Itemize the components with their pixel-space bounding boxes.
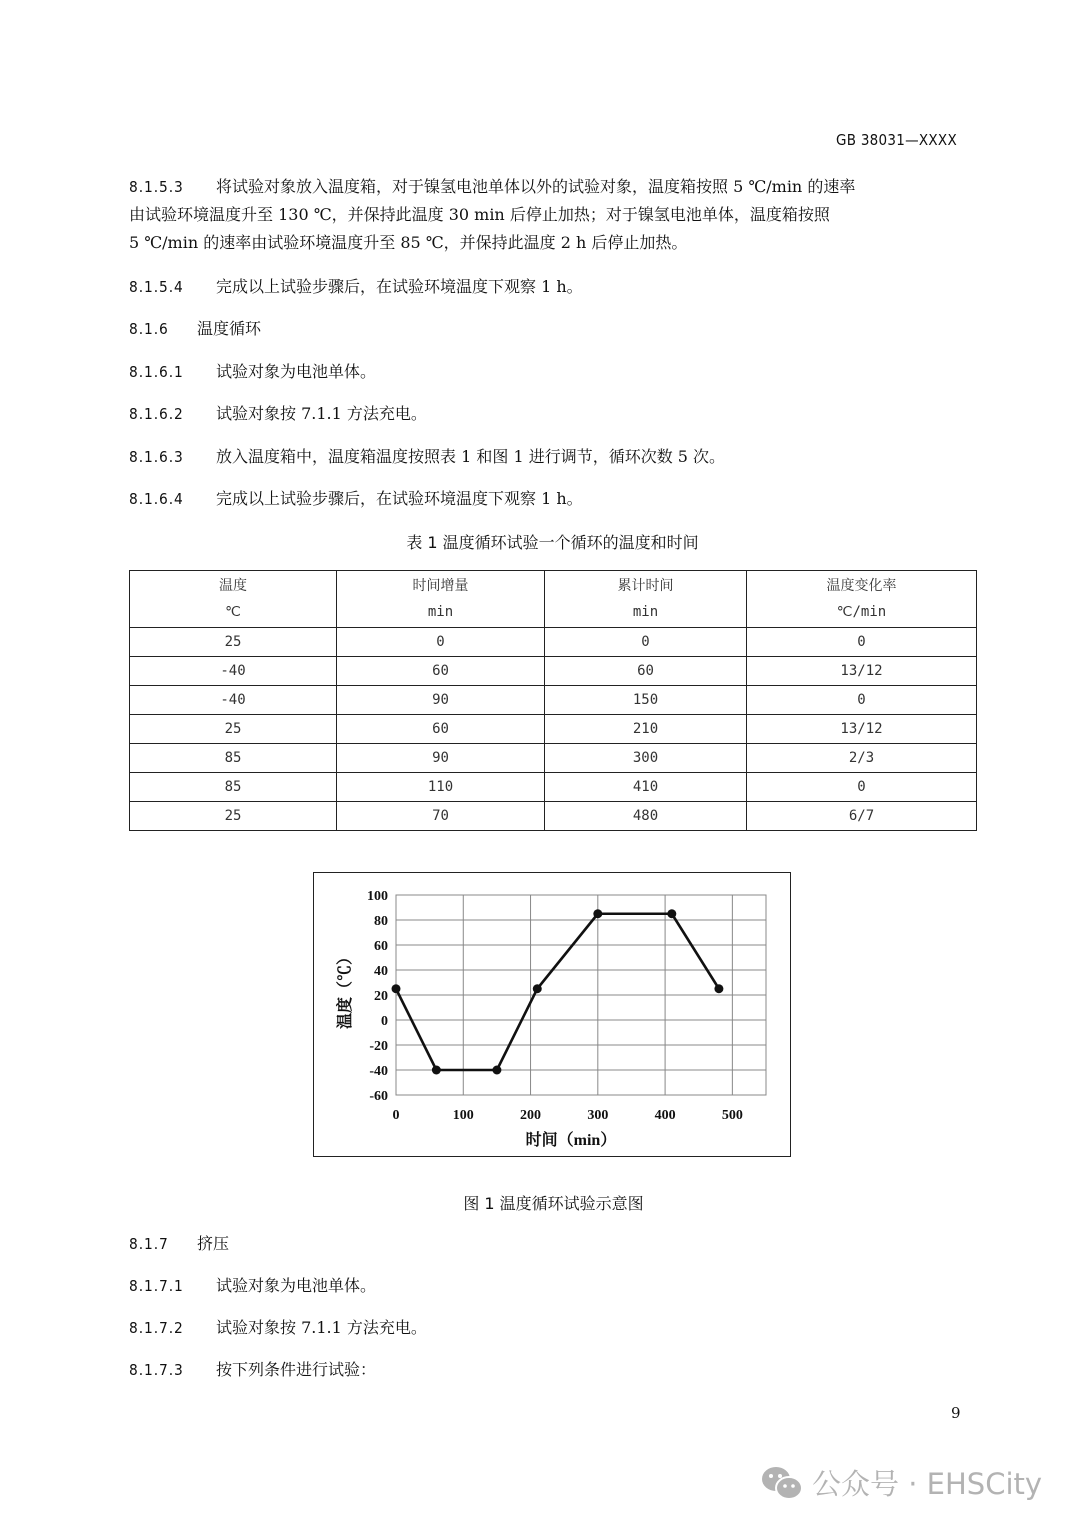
data-point [667, 909, 676, 918]
table-cell: 60 [337, 715, 545, 744]
header-cumulative-time: 累计时间 min [545, 571, 747, 628]
data-point [392, 984, 401, 993]
table-row [130, 802, 977, 831]
table-cell: -40 [130, 657, 337, 686]
section-title: 温度循环 [197, 319, 262, 338]
x-tick-label: 100 [452, 1108, 474, 1123]
x-tick-label: 300 [587, 1108, 609, 1123]
header-time-increment: 时间增量 min [337, 571, 545, 628]
clause-8-1-5-4 [129, 273, 583, 301]
section-number: 8.1.6 [129, 320, 169, 338]
y-tick-label: -20 [369, 1039, 388, 1054]
table-cell: 0 [747, 686, 977, 715]
header-temperature: 温度 ℃ [130, 571, 337, 628]
y-tick-label: -60 [369, 1089, 388, 1104]
table-cell: 300 [545, 744, 747, 773]
page-number: 9 [951, 1404, 961, 1422]
clause-8-1-6-1 [129, 358, 376, 386]
clause-text: 按下列条件进行试验： [216, 1360, 377, 1379]
table-cell: 25 [130, 715, 337, 744]
table-cell: -40 [130, 686, 337, 715]
data-point [533, 984, 542, 993]
table-cell: 25 [130, 802, 337, 831]
section-number: 8.1.7 [129, 1235, 169, 1253]
clause-number: 8.1.7.1 [129, 1277, 184, 1295]
watermark [760, 1462, 1042, 1503]
data-point [714, 984, 723, 993]
x-tick-label: 400 [654, 1108, 676, 1123]
y-tick-label: 40 [374, 964, 388, 979]
y-tick-label: 60 [374, 939, 388, 954]
watermark-text: 公众号 · EHSCity [812, 1467, 1043, 1501]
table-row [130, 628, 977, 657]
clause-text: 试验对象为电池单体。 [216, 362, 377, 381]
clause-8-1-6-3 [129, 443, 725, 471]
clause-8-1-6-4 [129, 485, 583, 513]
x-tick-label: 500 [721, 1108, 743, 1123]
clause-text: 将试验对象放入温度箱，对于镍氢电池单体以外的试验对象，温度箱按照 5 ℃/min 的速率 [216, 177, 856, 196]
clause-8-1-7-3 [129, 1356, 376, 1384]
y-tick-label: 0 [381, 1014, 388, 1029]
table-cell: 70 [337, 802, 545, 831]
data-point [492, 1066, 501, 1075]
y-tick-label: -40 [369, 1064, 388, 1079]
clause-text: 放入温度箱中，温度箱温度按照表 1 和图 1 进行调节，循环次数 5 次。 [216, 447, 726, 466]
table-cell: 0 [545, 628, 747, 657]
clause-number: 8.1.7.2 [129, 1319, 184, 1337]
y-tick-label: 80 [374, 914, 388, 929]
table-cell: 210 [545, 715, 747, 744]
table-cell: 60 [545, 657, 747, 686]
table-cell: 0 [747, 628, 977, 657]
y-tick-label: 20 [374, 989, 388, 1004]
table-row [130, 715, 977, 744]
table-header-row [130, 571, 977, 628]
clause-8-1-5-3-line3: 5 ℃/min 的速率由试验环境温度升至 85 ℃，并保持此温度 2 h 后停止加热。 [129, 233, 688, 252]
data-point [593, 909, 602, 918]
clause-text: 试验对象按 7.1.1 方法充电。 [216, 404, 427, 423]
clause-8-1-6-2 [129, 400, 427, 428]
table-cell: 480 [545, 802, 747, 831]
clause-number: 8.1.5.3 [129, 178, 184, 196]
table-cell: 60 [337, 657, 545, 686]
temperature-cycle-table [129, 570, 977, 831]
table-cell: 110 [337, 773, 545, 802]
clause-8-1-5-3-line1 [129, 173, 855, 201]
clause-text: 试验对象按 7.1.1 方法充电。 [216, 1318, 427, 1337]
clause-number: 8.1.5.4 [129, 278, 184, 296]
standard-code: GB 38031—XXXX [836, 131, 957, 149]
table-cell: 2/3 [747, 744, 977, 773]
clause-number: 8.1.6.3 [129, 448, 184, 466]
table-cell: 150 [545, 686, 747, 715]
table-row [130, 686, 977, 715]
clause-number: 8.1.6.2 [129, 405, 184, 423]
table-cell: 0 [747, 773, 977, 802]
clause-8-1-5-3-line2: 由试验环境温度升至 130 ℃，并保持此温度 30 min 后停止加热；对于镍氢电池单体，温度箱按照 [129, 205, 830, 224]
clause-text: 完成以上试验步骤后，在试验环境温度下观察 1 h。 [216, 489, 583, 508]
section-heading-8-1-7 [129, 1230, 229, 1258]
temperature-cycle-chart [314, 873, 789, 1155]
clause-number: 8.1.6.4 [129, 490, 184, 508]
table-row [130, 744, 977, 773]
x-tick-label: 0 [392, 1108, 400, 1123]
table-cell: 25 [130, 628, 337, 657]
table-cell: 410 [545, 773, 747, 802]
section-heading-8-1-6 [129, 315, 261, 343]
clause-8-1-7-2 [129, 1314, 427, 1342]
table-caption: 表 1 温度循环试验一个循环的温度和时间 [406, 533, 699, 552]
header-temperature-rate: 温度变化率 ℃/min [747, 571, 977, 628]
clause-text: 完成以上试验步骤后，在试验环境温度下观察 1 h。 [216, 277, 583, 296]
table-cell: 13/12 [747, 657, 977, 686]
series-line [396, 914, 719, 1070]
y-axis-title: 温度（℃） [337, 948, 354, 1030]
clause-text: 试验对象为电池单体。 [216, 1276, 377, 1295]
wechat-icon [760, 1465, 804, 1501]
table-row [130, 773, 977, 802]
clause-number: 8.1.7.3 [129, 1361, 184, 1379]
table-cell: 13/12 [747, 715, 977, 744]
clause-number: 8.1.6.1 [129, 363, 184, 381]
table-cell: 0 [337, 628, 545, 657]
data-point [432, 1066, 441, 1075]
table-cell: 6/7 [747, 802, 977, 831]
table-cell: 85 [130, 773, 337, 802]
table-cell: 90 [337, 744, 545, 773]
x-tick-label: 200 [520, 1108, 542, 1123]
x-axis-title: 时间（min） [525, 1132, 617, 1149]
table-cell: 85 [130, 744, 337, 773]
figure-caption: 图 1 温度循环试验示意图 [463, 1194, 644, 1213]
table-cell: 90 [337, 686, 545, 715]
section-title: 挤压 [197, 1234, 230, 1253]
clause-8-1-7-1 [129, 1272, 376, 1300]
figure-frame [313, 872, 791, 1157]
table-row [130, 657, 977, 686]
y-tick-label: 100 [367, 889, 388, 904]
